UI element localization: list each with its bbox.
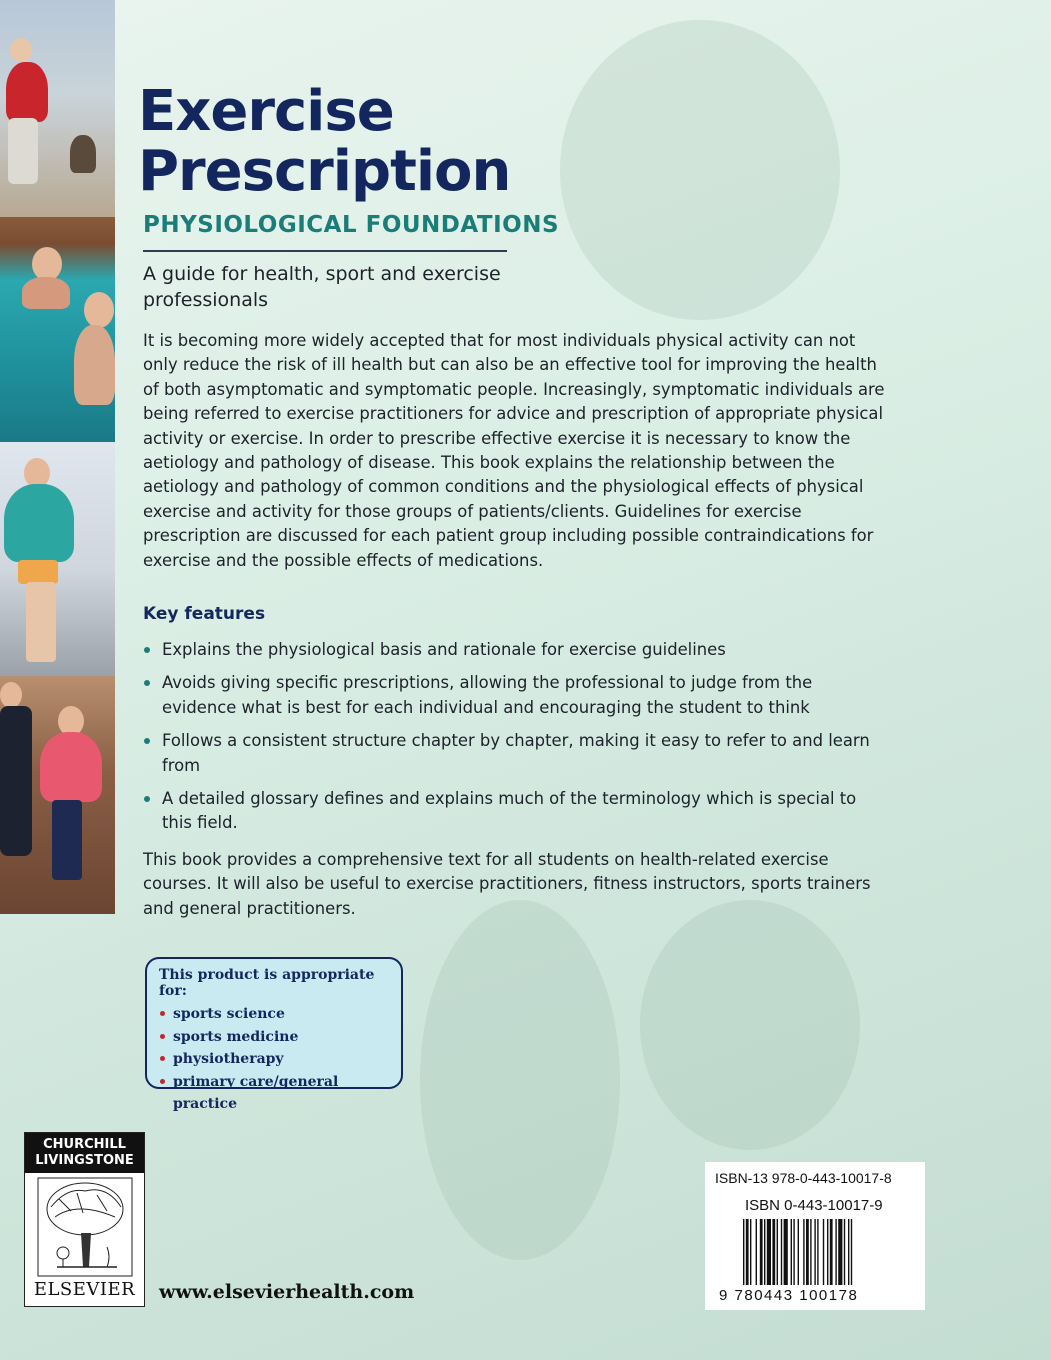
photo-pool-exercise	[0, 217, 115, 442]
barcode-bar	[806, 1219, 809, 1285]
audience-box	[145, 957, 403, 1112]
barcode-graphic	[741, 1219, 901, 1287]
publisher-logo	[24, 1132, 145, 1307]
key-feature-item: Follows a consistent structure chapter by chapter, making it easy to refer to and learn from	[143, 729, 883, 778]
barcode-bar	[750, 1219, 751, 1285]
barcode-bar	[781, 1219, 782, 1285]
barcode-bar	[848, 1219, 849, 1285]
photo-beach-walker	[0, 0, 115, 217]
photo-seniors-walking	[0, 676, 115, 914]
barcode-bar	[756, 1219, 757, 1285]
audience-item: sports medicine	[159, 1026, 389, 1049]
isbn-barcode-block	[705, 1162, 925, 1310]
key-features-list	[143, 638, 883, 845]
book-tagline: A guide for health, sport and exercise professionals	[143, 263, 501, 311]
barcode-bar	[851, 1219, 852, 1285]
barcode-bar	[830, 1219, 833, 1285]
book-title	[138, 79, 511, 204]
isbn-13: ISBN-13 978-0-443-10017-8	[715, 1170, 892, 1186]
barcode-bar	[844, 1219, 845, 1285]
barcode-bar	[817, 1219, 818, 1285]
imprint-band	[25, 1133, 144, 1173]
barcode-bar	[827, 1219, 828, 1285]
barcode-bar	[814, 1219, 815, 1285]
closing-paragraph: This book provides a comprehensive text for all students on health-related exercise courses. It will also be useful to exercise practitioners, fitness instructors, sports trainers and general practitioners.	[143, 850, 871, 918]
barcode-bar	[743, 1219, 744, 1285]
title-line-1: Exercise	[138, 79, 394, 144]
photo-jogger	[0, 442, 115, 676]
barcode-bar	[838, 1219, 842, 1285]
barcode-bar	[798, 1219, 799, 1285]
publisher-name: ELSEVIER	[33, 1279, 136, 1300]
barcode-bar	[835, 1219, 836, 1285]
barcode-bar	[791, 1219, 792, 1285]
title-divider	[143, 250, 507, 252]
book-subtitle: PHYSIOLOGICAL FOUNDATIONS	[143, 212, 560, 238]
photo-strip	[0, 0, 115, 914]
barcode-bar	[767, 1219, 771, 1285]
isbn-10: ISBN 0-443-10017-9	[745, 1197, 883, 1214]
barcode-bar	[823, 1219, 824, 1285]
audience-item: primary care/general practice	[159, 1071, 389, 1116]
imprint-line-1: CHURCHILL	[43, 1137, 126, 1152]
imprint-line-2: LIVINGSTONE	[35, 1153, 134, 1168]
barcode-bar	[784, 1219, 788, 1285]
barcode-digits: 9 780443 100178	[719, 1287, 859, 1304]
background-photo-runner	[560, 20, 840, 320]
audience-heading: This product is appropriate for:	[159, 967, 375, 999]
barcode-bar	[760, 1219, 763, 1285]
key-feature-item: Avoids giving specific prescriptions, allowing the professional to judge from the evidence what is best for each individual and encouraging the student to think	[143, 671, 883, 720]
elsevier-tree-icon	[37, 1177, 133, 1277]
background-photo-walkers	[640, 900, 860, 1150]
barcode-bar	[746, 1219, 749, 1285]
audience-list	[159, 1003, 389, 1116]
audience-item: physiotherapy	[159, 1048, 389, 1071]
publisher-website: www.elsevierhealth.com	[159, 1281, 415, 1303]
background-photo-cyclists	[420, 900, 620, 1260]
barcode-bar	[764, 1219, 765, 1285]
book-description: It is becoming more widely accepted that for most individuals physical activity can not only reduce the risk of ill health but can also be an effective tool for improving the health of both asymptomatic and symptomatic people. Increasingly, symptomatic individuals are being referred to exercise practitioners for advice and prescription of appropriate physical activity or exercise. In order to prescribe effective exercise it is necessary to know the aetiology and pathology of disease. This book explains the relationship between the aetiology and pathology of common conditions and the physiological effects of physical exercise and activity for those groups of patients/clients. Guidelines for exercise prescription are discussed for each patient group including possible contraindications for exercise and the possible effects of medications.	[143, 331, 885, 570]
barcode-bar	[793, 1219, 794, 1285]
barcode-bar	[810, 1219, 811, 1285]
barcode-bar	[803, 1219, 804, 1285]
barcode-bar	[777, 1219, 778, 1285]
key-feature-item: Explains the physiological basis and rationale for exercise guidelines	[143, 638, 883, 662]
key-features-heading: Key features	[143, 604, 266, 624]
audience-item: sports science	[159, 1003, 389, 1026]
title-line-2: Prescription	[138, 139, 511, 204]
key-feature-item: A detailed glossary defines and explains much of the terminology which is special to this field.	[143, 787, 883, 836]
barcode-bar	[772, 1219, 775, 1285]
